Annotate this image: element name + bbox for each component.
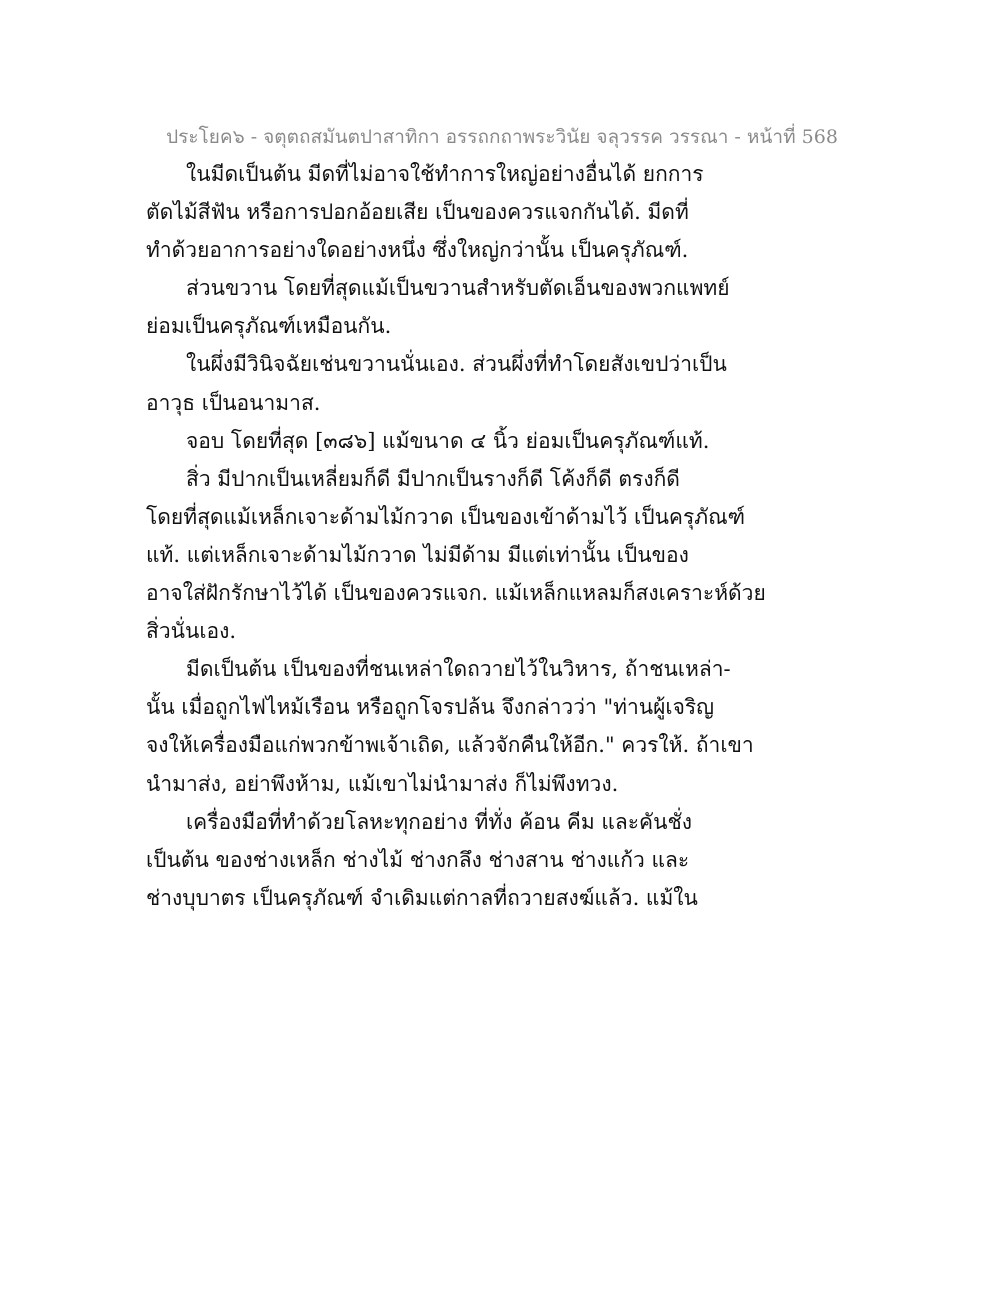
paragraph-line: เป็นต้น ของช่างเหล็ก ช่างไม้ ช่างกลึง ช่างสาน ช่างแก้ว และ: [146, 847, 690, 872]
paragraph-line: ช่างบุบาตร เป็นครุภัณฑ์ จำเดิมแต่กาลที่ถวายสงฆ์แล้ว. แม้ใน: [146, 885, 698, 910]
paragraph-line: ย่อมเป็นครุภัณฑ์เหมือนกัน.: [146, 314, 392, 339]
paragraph-line: อาวุธ เป็นอนามาส.: [146, 390, 321, 415]
paragraph-line: มีดเป็นต้น เป็นของที่ชนเหล่าใดถวายไว้ในวิหาร, ถ้าชนเหล่า-: [186, 657, 731, 682]
paragraph-line: ทำด้วยอาการอย่างใดอย่างหนึ่ง ซึ่งใหญ่กว่านั้น เป็นครุภัณฑ์.: [146, 238, 689, 263]
paragraph-line: นำมาส่ง, อย่าพึงห้าม, แม้เขาไม่นำมาส่ง ก็ไม่พึงทวง.: [146, 771, 619, 796]
paragraph-line: ในมีดเป็นต้น มีดที่ไม่อาจใช้ทำการใหญ่อย่างอื่นได้ ยกการ: [186, 162, 704, 186]
body-text: [146, 155, 766, 917]
paragraph-line: อาจใส่ฝักรักษาไว้ได้ เป็นของควรแจก. แม้เหล็กแหลมก็สงเคราะห์ด้วย: [146, 581, 766, 606]
paragraph-line: จงให้เครื่องมือแก่พวกข้าพเจ้าเถิด, แล้วจักคืนให้อีก." ควรให้. ถ้าเขา: [146, 733, 754, 758]
paragraph-line: จอบ โดยที่สุด [๓๘๖] แม้ขนาด ๔ นิ้ว ย่อมเป็นครุภัณฑ์แท้.: [186, 428, 710, 453]
page-header: ประโยค๖ - จตุตถสมันตปาสาทิกา อรรถกถาพระวินัย จลุวรรค วรรณา - หน้าที่ 568: [166, 126, 838, 148]
paragraph-line: แท้. แต่เหล็กเจาะด้ามไม้กวาด ไม่มีด้าม มีแต่เท่านั้น เป็นของ: [146, 542, 689, 567]
paragraph-line: โดยที่สุดแม้เหล็กเจาะด้ามไม้กวาด เป็นของเข้าด้ามไว้ เป็นครุภัณฑ์: [146, 504, 746, 529]
paragraph-line: สิ่วนั่นเอง.: [146, 619, 237, 644]
paragraph-line: ตัดไม้สีฟัน หรือการปอกอ้อยเสีย เป็นของควรแจกกันได้. มีดที่: [146, 200, 689, 225]
paragraph-line: สิ่ว มีปากเป็นเหลี่ยมก็ดี มีปากเป็นรางก็ดี โค้งก็ดี ตรงก็ดี: [186, 466, 680, 491]
paragraph-line: เครื่องมือที่ทำด้วยโลหะทุกอย่าง ที่ทั่ง ค้อน คีม และคันชั่ง: [186, 809, 692, 834]
paragraph-line: นั้น เมื่อถูกไฟไหม้เรือน หรือถูกโจรปล้น จึงกล่าวว่า "ท่านผู้เจริญ: [146, 695, 715, 720]
paragraph-line: ในผึ่งมีวินิจฉัยเช่นขวานนั่นเอง. ส่วนผึ่งที่ทำโดยสังเขปว่าเป็น: [186, 352, 727, 377]
paragraph-line: ส่วนขวาน โดยที่สุดแม้เป็นขวานสำหรับตัดเอ็นของพวกแพทย์: [186, 276, 730, 301]
